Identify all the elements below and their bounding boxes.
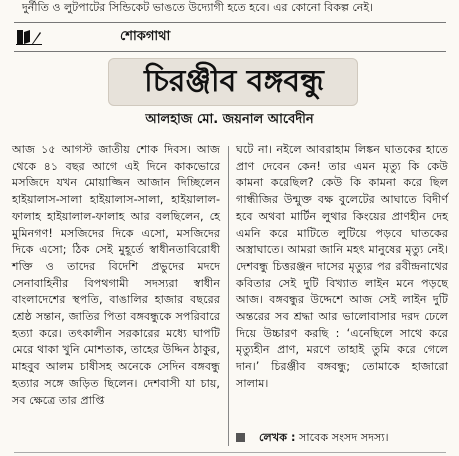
article-column-left: আজ ১৫ আগস্ট জাতীয় শোক দিবস। আজ থেকে ৪১ বছর আগে এই দিনে কাকভোরে মসজিদে যখন মোয়াজ্জিন আজান দিচ্ছিলেন হাইয়ালাস-সালা হাইয়ালাস-সালা, হাইয়ালাল-ফালাহ হাইয়ালাল-ফালাহ আর বলছিলেন, হে মুমিনগণ! মসজিদের দিকে এসো, মসজিদের দিকে এসো; ঠিক সেই মুহূর্তে স্বাধীনতাবিরোধী শক্তি ও তাদের বিদেশি প্রভুদের মদদে সেনাবাহিনীর বিপথগামী সদস্যরা স্বাধীন বাংলাদেশের স্থপতি, বাঙালির হাজার বছরের শ্রেষ্ঠ সন্তান, জাতির পিতা বঙ্গবন্ধুকে সপরিবারে হত্যা করে। তৎকালীন সরকারের মধ্যে ঘাপটি মেরে থাকা খুনি মোশতাক, তাহের উদ্দিন ঠাকুর, মাহবুব আলম চাষীসহ অনেকে সেদিন বঙ্গবন্ধু হত্যার সঙ্গে জড়িত ছিলেন। দেশবাসী যা চায়, সব ক্ষেত্রে তার প্রাপ্তি (12, 143, 220, 407)
author-label: লেখক : (259, 431, 296, 444)
section-header (14, 22, 446, 52)
article-byline: আলহাজ মো. জয়নাল আবেদীন (145, 112, 314, 127)
bottom-divider (14, 452, 446, 453)
column-divider (228, 146, 229, 446)
article-headline: চিরঞ্জীব বঙ্গবন্ধু (144, 64, 324, 99)
book-pen-icon (16, 29, 42, 45)
author-note (236, 430, 448, 446)
article-column-right: ঘটে না। নইলে আবরাহাম লিঙ্কন ঘাতকের হাতে প্রাণ দেবেন কেন! তার এমন মৃত্যু কি কেউ কামনা করেছিল? কেউ কি কামনা করে ছিল গান্ধীজির উন্মুক্ত বক্ষ বুলেটের আঘাতে বিদীর্ণ হবে অথবা মার্টিন লুথার কিংয়ের প্রাণহীন দেহ এমনি করে মাটিতে লুটিয়ে পড়বে ঘাতকের অস্ত্রাঘাতে। আমরা জানি মহৎ মানুষের মৃত্যু নেই। দেশবন্ধু চিত্তরঞ্জন দাসের মৃত্যুর পর রবীন্দ্রনাথের কবিতার সেই দুটি বিখ্যাত লাইন মনে পড়ছে আজ। বঙ্গবন্ধুর উদ্দেশে আজ সেই লাইন দুটি অন্তরের সব শ্রদ্ধা আর ভালোবাসার দরদ ঢেলে দিয়ে উচ্চারণ করছি : ‘এনেছিলে সাথে করে মৃত্যুহীন প্রাণ, মরণে তাহাই তুমি করে গেলে দান।’ চিরঞ্জীব বঙ্গবন্ধু; তোমাকে হাজারো সালাম। (236, 143, 448, 390)
headline-banner (108, 58, 358, 106)
bullet-square-icon (236, 433, 245, 442)
section-title: শোকগাথা (120, 29, 171, 44)
previous-article-ending: দুর্নীতি ও লুটপাটের সিন্ডিকেট ভাঙতে উদ্যোগী হতে হবে। এর কোনো বিকল্প নেই। (22, 1, 373, 14)
author-description: সাবেক সংসদ সদস্য। (298, 431, 389, 444)
